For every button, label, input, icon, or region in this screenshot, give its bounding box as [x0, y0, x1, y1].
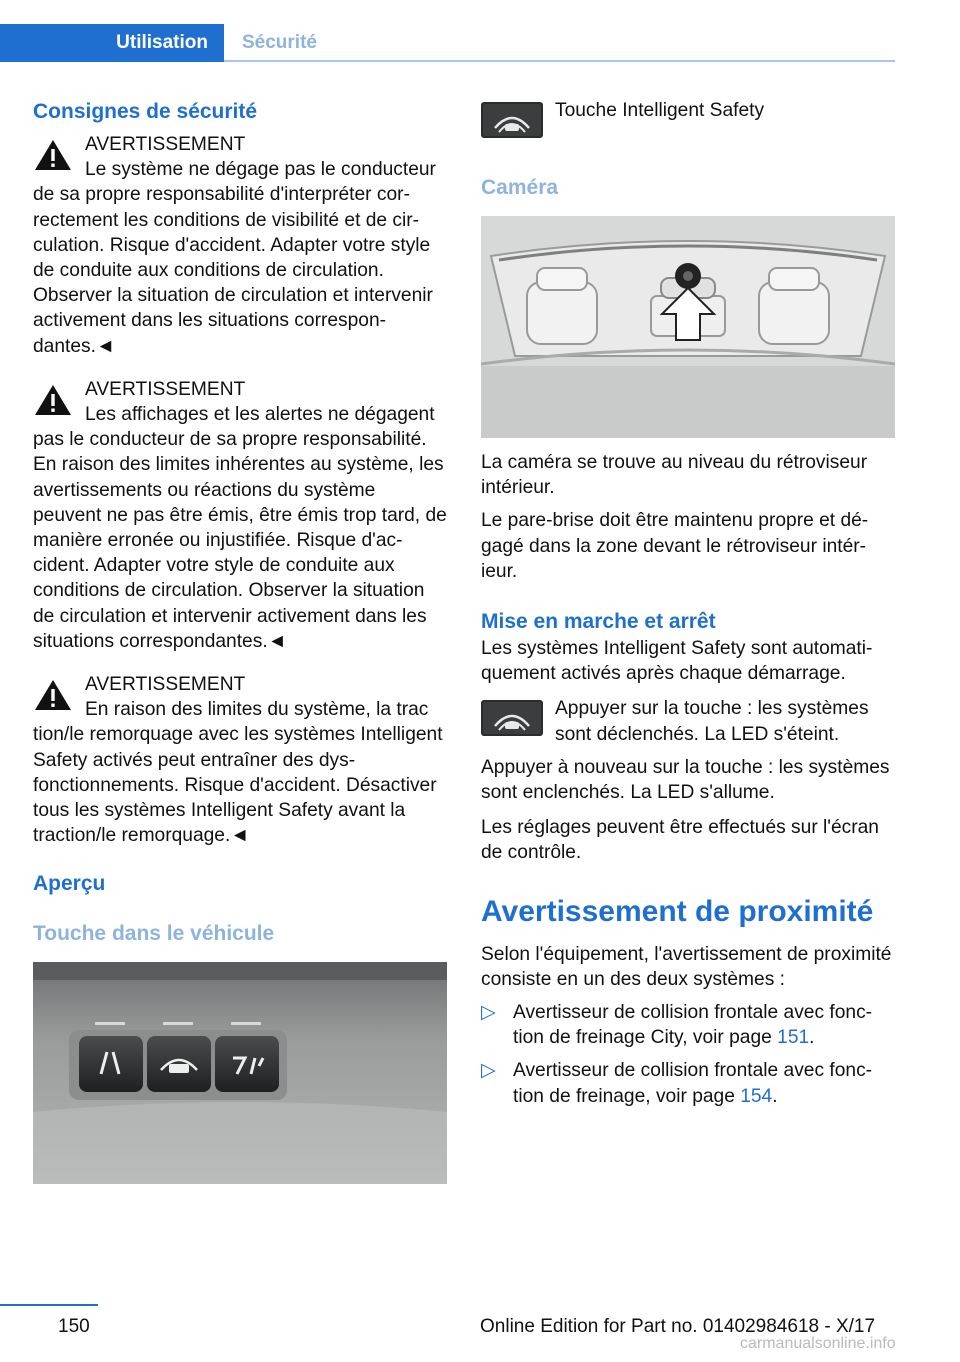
page-number: 150: [58, 1316, 90, 1337]
button-park-icon: [215, 1036, 279, 1092]
camera-windshield-photo: [481, 216, 895, 438]
section-title-on-off: Mise en marche et arrêt: [481, 610, 716, 634]
bullet-triangle-icon: ▷: [481, 1060, 496, 1082]
warning-text: pas le conducteur de sa propre responsabilité. En raison des limites inhérentes au système, les avertissements ou réactions du système peuvent ne pas être émis, être émis trop tard, de manière erronée ou injustifiée. Risque d'accident. Adapter votre style de conduite aux conditions de circulation. Observer la situation de circulation et intervenir activement dans les situations correspondantes.◄: [33, 429, 447, 652]
warning-text: de sa propre responsabilité d'interpréter correctement les conditions de visibilité et de circulation. Risque d'accident. Adapter votre style de conduite aux conditions de circulation. Observer la situation de circulation et intervenir activement dans les situations correspondantes.◄: [33, 184, 433, 357]
list-item-text: Avertisseur de collision frontale avec fonction de freinage City, voir page: [513, 1002, 873, 1049]
list-item-end: .: [809, 1027, 815, 1049]
section-title-overview: Aperçu: [33, 872, 106, 896]
right-column: [481, 98, 895, 1109]
tab-securite[interactable]: Sécurité: [242, 32, 317, 53]
onoff-key-text: Appuyer sur la touche : les systèmes sont déclenchés. La LED s'éteint.: [555, 698, 869, 745]
list-item: [481, 1058, 895, 1108]
page-link-151[interactable]: 151: [777, 1027, 810, 1049]
key-intelligent-safety: [481, 98, 895, 150]
camera-paragraph-2: Le pare-brise doit être maintenu propre et dégagé dans la zone devant le rétroviseur intérieur.: [481, 510, 869, 582]
key-label: Touche Intelligent Safety: [555, 100, 765, 121]
subsection-title-button: Touche dans le véhicule: [33, 922, 275, 946]
warning-triangle-icon: [33, 138, 73, 172]
warning-first-line: En raison des limites du système, la trac: [85, 699, 429, 721]
list-item-text: Avertisseur de collision frontale avec fonction de freinage, voir page: [513, 1060, 873, 1107]
list-item-end: .: [772, 1085, 778, 1107]
list-item: [481, 1000, 895, 1050]
warning-block-1: [33, 132, 447, 359]
section-title-proximity: Avertissement de proximité: [481, 894, 874, 928]
warning-text: tion/le remorquage avec les systèmes Intelligent Safety activés peut entraîner des dysfonctionnements. Risque d'accident. Désactiver tous les systèmes Intelligent Safety avant la traction/le remorquage.◄: [33, 724, 443, 847]
intelligent-safety-key-icon: [481, 102, 543, 138]
warning-title: AVERTISSEMENT: [85, 674, 246, 696]
warning-block-3: [33, 672, 447, 848]
warning-block-2: [33, 377, 447, 654]
section-title-safety: Consignes de sécurité: [33, 100, 258, 123]
warning-triangle-icon: [33, 678, 73, 712]
warning-title: AVERTISSEMENT: [85, 134, 246, 155]
section-title-camera: Caméra: [481, 176, 559, 199]
left-column: [33, 98, 447, 1184]
vehicle-buttons-photo: [33, 962, 447, 1184]
watermark: carmanualsonline.info: [740, 1335, 896, 1352]
footer-rule: [0, 1304, 98, 1306]
tab-utilisation[interactable]: Utilisation: [0, 24, 224, 62]
top-divider: [224, 60, 895, 62]
onoff-paragraph-3: Les réglages peuvent être effectués sur l'écran de contrôle.: [481, 817, 879, 864]
intelligent-safety-key-icon: [481, 700, 543, 736]
proximity-system-list: [481, 1000, 895, 1109]
onoff-paragraph-2: Appuyer à nouveau sur la touche : les systèmes sont enclenchés. La LED s'allume.: [481, 756, 890, 804]
warning-triangle-icon: [33, 383, 73, 417]
camera-paragraph-1: La caméra se trouve au niveau du rétroviseur intérieur.: [481, 452, 868, 499]
page-link-154[interactable]: 154: [740, 1085, 773, 1107]
edition-note: Online Edition for Part no. 01402984618 - X/17: [480, 1316, 876, 1337]
bullet-triangle-icon: ▷: [481, 1002, 496, 1024]
button-lane-icon: [79, 1036, 143, 1092]
proximity-paragraph-1: Selon l'équipement, l'avertissement de proximité consiste en un des deux systèmes :: [481, 943, 892, 990]
warning-title: AVERTISSEMENT: [85, 378, 246, 400]
onoff-paragraph-1: Les systèmes Intelligent Safety sont automatiquement activés après chaque démarrage.: [481, 638, 873, 685]
warning-first-line: Le système ne dégage pas le conducteur: [85, 159, 436, 181]
top-tab-bar: [0, 0, 895, 62]
warning-first-line: Les affichages et les alertes ne dégagent: [85, 404, 435, 426]
key-press-instruction: [481, 696, 895, 746]
